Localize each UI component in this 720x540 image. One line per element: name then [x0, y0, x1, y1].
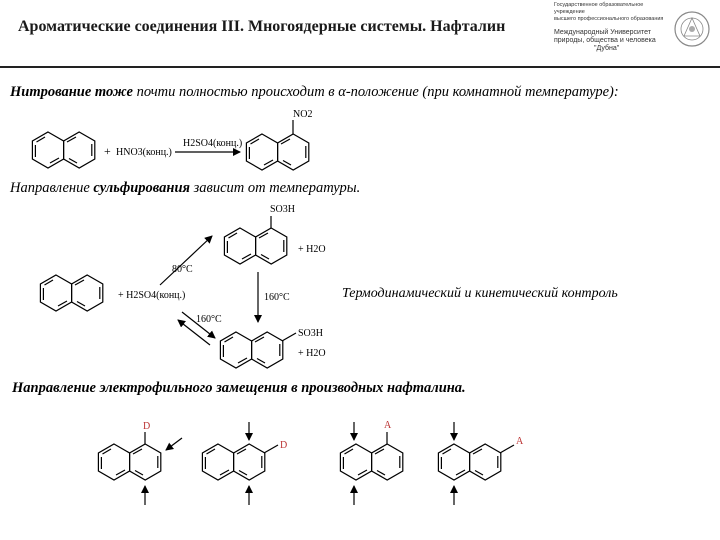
sulfonation-pre: Направление — [10, 180, 94, 196]
alpha-water-label: + H2O — [298, 244, 326, 255]
alpha-sulfonic-acid — [224, 228, 286, 264]
temp-80-label: 80°C — [172, 264, 193, 275]
nitration-rest: почти полностью происходит в α-положение (при комнатной температуре): — [132, 84, 619, 100]
beta-bond — [282, 333, 296, 341]
plus-sign: + — [104, 144, 111, 158]
donor-alpha-naphthalene — [98, 421, 182, 505]
acceptor-label: A — [384, 420, 392, 431]
beta-group-label: SO3H — [298, 328, 324, 339]
naphthalene-reactant-2 — [40, 275, 102, 311]
temp-160-lower-label: 160°C — [196, 314, 222, 325]
logo-line: Государственное образовательное учреждение — [554, 2, 644, 15]
acceptor-label: A — [516, 436, 524, 447]
donor-label: D — [143, 421, 151, 432]
logo-line: "Дубна" — [594, 45, 620, 53]
sulfonation-post: зависит от температуры. — [190, 180, 361, 196]
acceptor-beta-naphthalene — [438, 422, 524, 505]
sulfuric-acid-label: H2SO4(конц.) — [183, 138, 243, 149]
logo-line: природы, общества и человека — [554, 37, 656, 45]
nitro-group-label: NO2 — [293, 109, 313, 120]
donor-beta-naphthalene — [202, 422, 287, 505]
nitronaphthalene-product — [246, 134, 308, 170]
beta-water-label: + H2O — [298, 348, 326, 359]
sulfuric-acid-reagent: + H2SO4(конц.) — [118, 290, 186, 301]
acceptor-alpha-naphthalene — [340, 420, 402, 505]
logo-line: Международный Университет — [554, 28, 651, 36]
page-title: Ароматические соединения III. Многоядерные системы. Нафталин — [18, 18, 506, 35]
naphthalene-reactant-1 — [32, 132, 94, 168]
beta-sulfonic-acid — [220, 332, 282, 368]
nitration-bold: Нитрование тоже — [10, 84, 133, 100]
sulfonation-bold: сульфирования — [93, 180, 190, 196]
logo-line: высшего профессионального образования — [554, 15, 664, 22]
alpha-group-label: SO3H — [270, 204, 296, 215]
control-note: Термодинамический и кинетический контроль — [342, 286, 618, 301]
nitric-acid-label: HNO3(конц.) — [116, 147, 172, 158]
arrow-to-alpha — [160, 236, 212, 285]
temp-160-middle-label: 160°C — [264, 292, 290, 303]
donor-label: D — [280, 440, 288, 451]
substitution-text: Направление электрофильного замещения в производных нафталина. — [12, 380, 466, 396]
